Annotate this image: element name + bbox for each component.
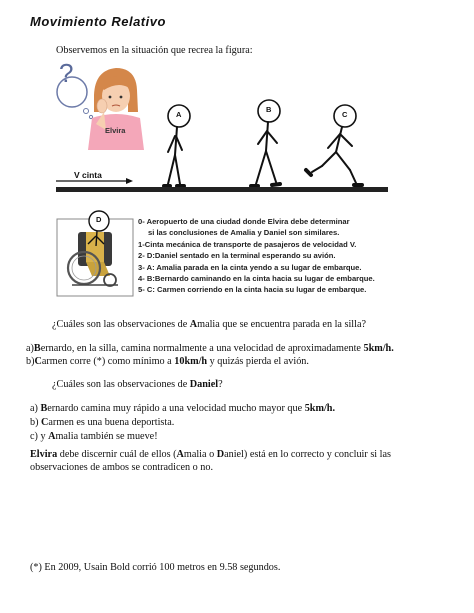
label-b: B xyxy=(266,105,272,114)
page-title: Movimiento Relativo xyxy=(30,14,166,29)
q2-answer-b: b) Carmen es una buena deportista. xyxy=(30,417,175,428)
question-2: ¿Cuáles son las observaciones de Daniel? xyxy=(52,379,223,390)
q2-answer-a: a) Bernardo camina muy rápido a una velocidad mucho mayor que 5km/h. xyxy=(30,403,335,414)
intro-text: Observemos en la situación que recrea la figura: xyxy=(56,45,253,56)
legend-item: 2- D:Daniel sentado en la terminal esperando su avión. xyxy=(138,251,336,261)
wheelchair-label: D xyxy=(96,215,102,224)
conclusion-line-2: observaciones de ambos se contradicen o no. xyxy=(30,462,214,473)
label-a: A xyxy=(176,110,182,119)
label-c: C xyxy=(342,110,348,119)
legend-item: 5- C: Carmen corriendo en la cinta hacia su lugar de embarque. xyxy=(138,285,367,295)
legend-item: 3- A: Amalia parada en la cinta yendo a su lugar de embarque. xyxy=(138,262,362,272)
question-1: ¿Cuáles son las observaciones de Amalia que se encuentra parada en la silla? xyxy=(52,319,366,330)
conveyor-belt xyxy=(56,187,388,192)
belt-label: V cinta xyxy=(74,170,102,180)
legend-item: 0- Aeropuerto de una ciudad donde Elvira debe determinar xyxy=(138,217,350,226)
legend-item: 1-Cinta mecánica de transporte de pasajeros de velocidad V. xyxy=(138,239,357,249)
legend-item: si las conclusiones de Amalia y Daniel son similares. xyxy=(148,228,340,238)
legend-item: 4- B:Bernardo caminando en la cinta hacia su lugar de embarque. xyxy=(138,274,375,284)
q2-answer-c: c) y Amalia también se mueve! xyxy=(30,431,158,442)
q1-answer-a: a)Bernardo, en la silla, camina normalmente a una velocidad de aproximadamente 5km/h. xyxy=(26,343,394,354)
elvira-label: Elvira xyxy=(105,126,126,135)
conclusion-line-1: Elvira debe discernir cuál de ellos (Amalia o Daniel) está en lo correcto y concluir si las xyxy=(30,449,391,460)
q1-answer-b: b)Carmen corre (*) como mínimo a 10km/h y quizás pierda el avión. xyxy=(26,356,309,367)
question-mark: ? xyxy=(59,58,74,88)
stick-figure-c xyxy=(306,105,362,185)
figure-legend xyxy=(138,216,375,296)
footnote: (*) En 2009, Usain Bold corrió 100 metros en 9.58 segundos. xyxy=(30,562,281,573)
